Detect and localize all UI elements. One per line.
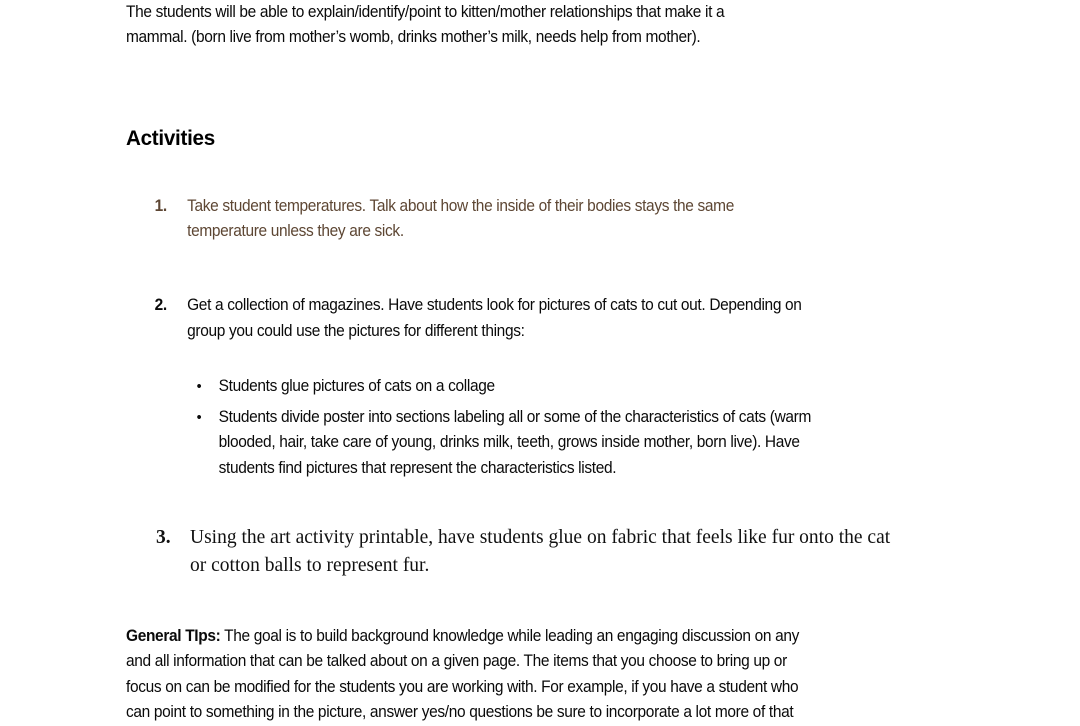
general-tips-label: General TIps: — [126, 626, 221, 645]
activity-item-1 — [126, 194, 921, 245]
activity-bullet-2-text — [219, 405, 921, 482]
bullet-icon: • — [196, 408, 202, 426]
bullet-icon: • — [196, 378, 202, 396]
activity-bullet-2-line-2: blooded, hair, take care of young, drinks milk, teeth, grows inside mother, born live). Have — [218, 433, 800, 452]
activity-item-3-line-1: Using the art activity printable, have students glue on fabric that feels like fur onto the cat — [190, 526, 891, 548]
activity-item-3 — [126, 524, 958, 580]
activity-item-3-line-2: or cotton balls to represent fur. — [190, 554, 430, 576]
general-tips-line-1-text: The goal is to build background knowledge while leading an engaging discussion on any — [220, 626, 800, 645]
activity-bullet-2 — [126, 405, 921, 482]
activity-bullet-1 — [126, 374, 921, 400]
activity-item-2-marker: 2. — [154, 295, 167, 314]
objectives-paragraph — [126, 0, 958, 51]
general-tips-line-4: can point to something in the picture, answer yes/no questions be sure to incorporate a lot more of that — [126, 703, 794, 722]
activity-item-2-text — [187, 293, 920, 344]
objectives-line-2: The students will be able to explain/identify/point to kitten/mother relationships that make it a — [126, 2, 725, 21]
activity-item-1-marker: 1. — [154, 196, 167, 215]
activity-bullet-2-line-3: students find pictures that represent the characteristics listed. — [218, 458, 617, 477]
activity-item-1-line-2: temperature unless they are sick. — [187, 222, 404, 241]
activity-bullet-2-line-1: Students divide poster into sections labeling all or some of the characteristics of cats (warm — [218, 407, 812, 426]
general-tips-line-2: and all information that can be talked about on a given page. The items that you choose to bring up or — [126, 652, 787, 671]
activity-bullet-1-text — [219, 374, 921, 400]
objectives-line-3: mammal. (born live from mother’s womb, drinks mother’s milk, needs help from mother). — [126, 28, 701, 47]
activities-list — [126, 194, 958, 580]
activity-item-2 — [126, 293, 921, 344]
activity-sub-bullet-list — [126, 374, 958, 481]
activity-item-3-marker: 3. — [156, 526, 171, 548]
general-tips-line-3: focus on can be modified for the students you are working with. For example, if you have a student who — [126, 677, 799, 696]
activities-heading: Activities — [126, 125, 215, 150]
document-content — [126, 0, 958, 726]
objectives-text — [126, 0, 921, 51]
section-spacer — [126, 51, 958, 125]
general-tips-line-1 — [126, 624, 921, 650]
activity-item-2-line-1: Get a collection of magazines. Have students look for pictures of cats to cut out. Depending on — [187, 295, 802, 314]
general-tips-paragraph — [126, 624, 921, 726]
activity-item-2-line-2: group you could use the pictures for different things: — [187, 321, 525, 340]
activity-item-1-line-1: Take student temperatures. Talk about how the inside of their bodies stays the same — [187, 196, 734, 215]
activity-bullet-1-line-1: Students glue pictures of cats on a collage — [218, 377, 495, 396]
activity-item-3-text — [190, 524, 958, 580]
activity-item-1-text — [187, 194, 920, 245]
